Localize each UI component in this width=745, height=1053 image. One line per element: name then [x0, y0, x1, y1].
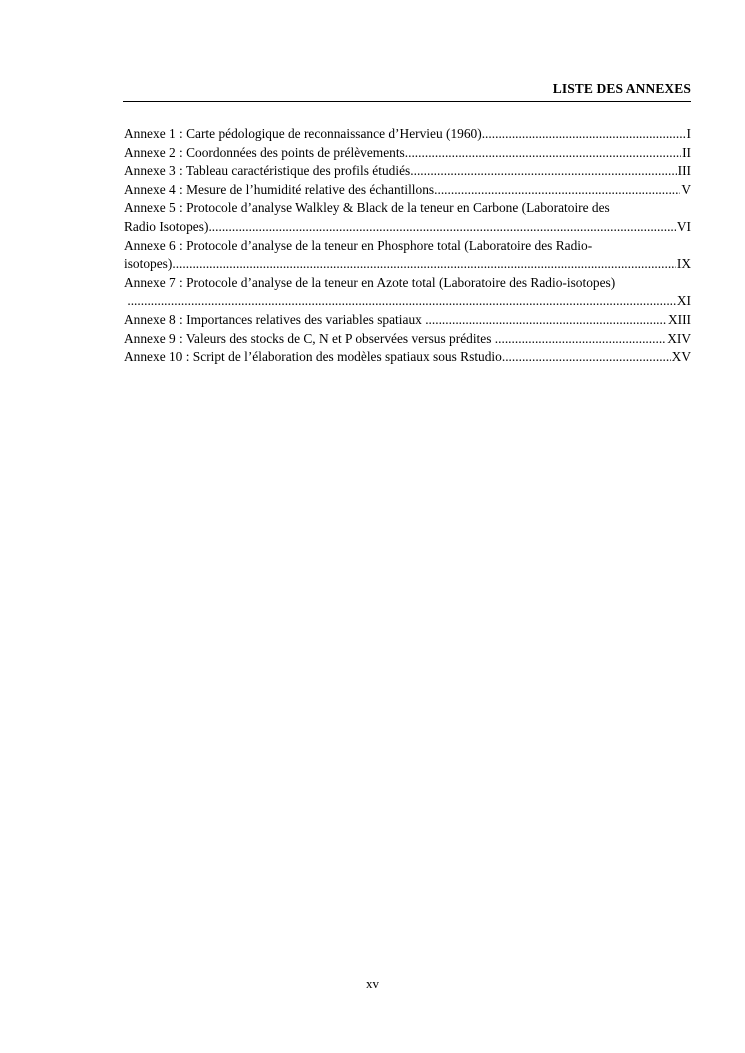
toc-entry-annexe-9[interactable]	[124, 330, 691, 349]
dot-leader	[502, 348, 671, 367]
toc-page-number: IX	[676, 256, 691, 272]
toc-page-number: XIV	[667, 330, 691, 346]
toc-entry-label: Annexe 4 : Mesure de l’humidité relative des échantillons	[124, 181, 435, 197]
toc-entry-label: Annexe 2 : Coordonnées des points de prélèvements	[124, 144, 405, 160]
page-title: LISTE DES ANNEXES	[552, 81, 691, 96]
page-header	[123, 80, 691, 102]
toc-entry-annexe-4[interactable]	[124, 181, 691, 200]
dot-leader	[434, 181, 680, 200]
toc-page-number: II	[682, 144, 691, 160]
toc-entry-label-line1: Annexe 6 : Protocole d’analyse de la teneur en Phosphore total (Laboratoire des Radio-	[124, 237, 593, 253]
toc-entry-label: Annexe 3 : Tableau caractéristique des profils étudiés	[124, 163, 411, 179]
toc-entry-annexe-10[interactable]	[124, 348, 691, 367]
toc-entry-annexe-2[interactable]	[124, 144, 691, 163]
toc-page-number: V	[681, 181, 691, 197]
dot-leader	[405, 144, 681, 163]
dot-leader	[208, 218, 675, 237]
toc-page-number: XIII	[667, 311, 691, 327]
dot-leader	[127, 292, 676, 311]
toc-entry-label-line1: Annexe 7 : Protocole d’analyse de la teneur en Azote total (Laboratoire des Radio-isotopes)	[124, 274, 616, 290]
toc-entry-annexe-1[interactable]	[124, 125, 691, 144]
toc-entry-annexe-8[interactable]	[124, 311, 691, 330]
toc-entry-annexe-6[interactable]	[124, 237, 691, 274]
annex-list	[124, 125, 691, 367]
dot-leader	[172, 255, 676, 274]
dot-leader	[410, 162, 676, 181]
toc-entry-label: Annexe 1 : Carte pédologique de reconnaissance d’Hervieu (1960)	[124, 126, 482, 141]
toc-page-number: XI	[676, 293, 691, 309]
toc-entry-label-line2: Radio Isotopes)	[124, 218, 209, 234]
toc-entry-annexe-3[interactable]	[124, 162, 691, 181]
page-number: xv	[366, 976, 379, 991]
toc-entry-label-line1: Annexe 5 : Protocole d’analyse Walkley & Black de la teneur en Carbone (Laboratoire des	[124, 200, 610, 216]
toc-page-number: III	[677, 163, 691, 179]
toc-entry-annexe-7[interactable]	[124, 274, 691, 311]
toc-entry-annexe-5[interactable]	[124, 199, 691, 236]
toc-entry-label: Annexe 8 : Importances relatives des variables spatiaux	[124, 311, 426, 327]
toc-entry-label: Annexe 10 : Script de l’élaboration des modèles spatiaux sous Rstudio	[124, 349, 502, 365]
toc-entry-label-line2: isotopes)	[124, 256, 173, 272]
toc-entry-label: Annexe 9 : Valeurs des stocks de C, N et P observées versus prédites	[124, 330, 495, 346]
dot-leader	[425, 311, 667, 330]
toc-page-number: VI	[676, 218, 691, 234]
toc-page-number: XV	[671, 349, 691, 365]
toc-page-number: I	[686, 126, 691, 141]
dot-leader	[482, 125, 686, 144]
dot-leader	[495, 330, 666, 349]
